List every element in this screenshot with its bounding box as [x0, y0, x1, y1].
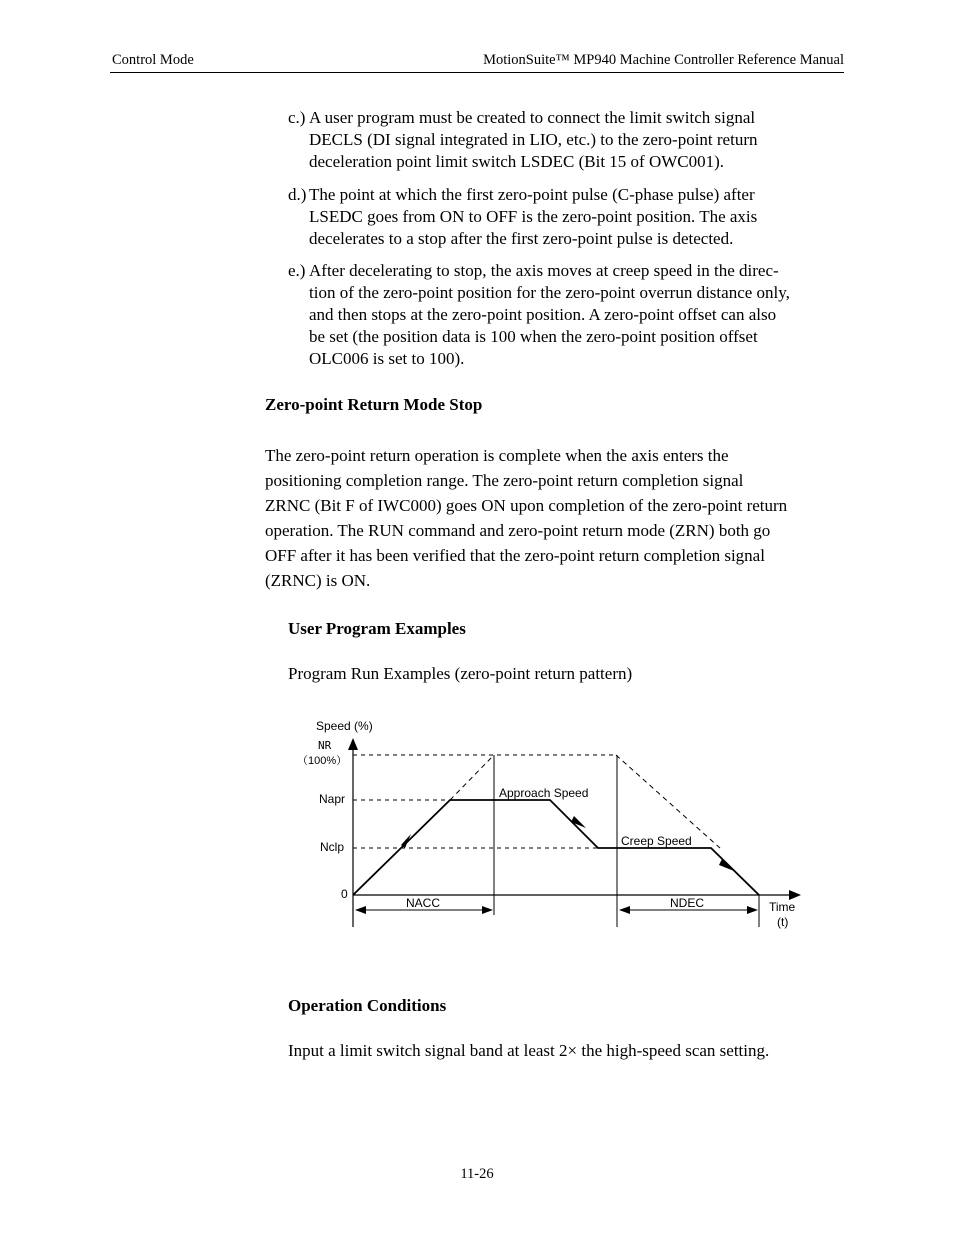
creep-decel-arrow-icon — [719, 859, 734, 871]
nr-percent-label: （100%） — [297, 755, 348, 767]
list-item-line: A user program must be created to connect the limit switch signal — [309, 108, 756, 127]
list-item-line: LSEDC goes from ON to OFF is the zero-point position. The axis — [309, 207, 758, 226]
list-item-label: c.) — [288, 108, 306, 127]
list-item-label: e.) — [288, 261, 306, 280]
time-unit-label: (t) — [777, 915, 789, 929]
accel-direction-arrow-icon — [401, 834, 411, 848]
section-heading-operation-conditions: Operation Conditions — [288, 996, 447, 1015]
zero-label: 0 — [341, 887, 348, 901]
y-axis-arrow-icon — [348, 738, 358, 750]
time-label: Time — [769, 900, 796, 914]
ndec-left-arrowhead-icon — [619, 906, 630, 914]
list-item-line: decelerates to a stop after the first zero-point pulse is detected. — [309, 229, 734, 248]
list-item-line: After decelerating to stop, the axis moves at creep speed in the direc- — [309, 261, 779, 280]
page-number: 11-26 — [460, 1166, 494, 1182]
paragraph-line: (ZRNC) is ON. — [265, 571, 371, 590]
approach-speed-label: Approach Speed — [499, 786, 589, 800]
x-axis-arrow-icon — [789, 890, 801, 900]
header-section-title: Control Mode — [112, 52, 194, 68]
list-item-line: tion of the zero-point position for the zero-point overrun distance only, — [309, 283, 790, 302]
accel-extension-dashed — [450, 755, 494, 800]
figure-subtitle: Program Run Examples (zero-point return pattern) — [288, 664, 633, 683]
decel-direction-arrow-icon — [571, 816, 586, 828]
nacc-label: NACC — [406, 896, 441, 910]
paragraph-line: positioning completion range. The zero-point return completion signal — [265, 471, 744, 490]
paragraph-line: ZRNC (Bit F of IWC000) goes ON upon completion of the zero-point return — [265, 496, 788, 515]
paragraph-line: OFF after it has been verified that the zero-point return completion signal — [265, 546, 765, 565]
nacc-left-arrowhead-icon — [355, 906, 366, 914]
nr-label: NR — [318, 739, 332, 752]
nclp-label: Nclp — [320, 840, 345, 854]
napr-label: Napr — [319, 792, 346, 806]
operation-conditions-text: Input a limit switch signal band at least 2× the high-speed scan setting. — [288, 1041, 770, 1060]
list-item-label: d.) — [288, 185, 307, 204]
section-heading-user-program: User Program Examples — [288, 619, 466, 638]
ndec-label: NDEC — [670, 896, 705, 910]
list-item-line: DECLS (DI signal integrated in LIO, etc.) to the zero-point return — [309, 130, 758, 149]
list-item-line: and then stops at the zero-point position. A zero-point offset can also — [309, 305, 777, 324]
ndec-right-arrowhead-icon — [747, 906, 758, 914]
header-manual-title: MotionSuite™ MP940 Machine Controller Reference Manual — [483, 52, 844, 68]
section-heading-zero-point-stop: Zero-point Return Mode Stop — [265, 395, 483, 414]
list-item-line: The point at which the first zero-point pulse (C-phase pulse) after — [309, 185, 755, 204]
y-axis-label: Speed (%) — [316, 719, 373, 733]
paragraph-line: The zero-point return operation is complete when the axis enters the — [265, 446, 729, 465]
list-item-line: OLC006 is set to 100). — [309, 349, 465, 368]
creep-speed-label: Creep Speed — [621, 834, 692, 848]
list-item-line: be set (the position data is 100 when the zero-point position offset — [309, 327, 758, 346]
list-item-line: deceleration point limit switch LSDEC (Bit 15 of OWC001). — [309, 152, 725, 171]
paragraph-line: operation. The RUN command and zero-point return mode (ZRN) both go — [265, 521, 771, 540]
nacc-right-arrowhead-icon — [482, 906, 493, 914]
